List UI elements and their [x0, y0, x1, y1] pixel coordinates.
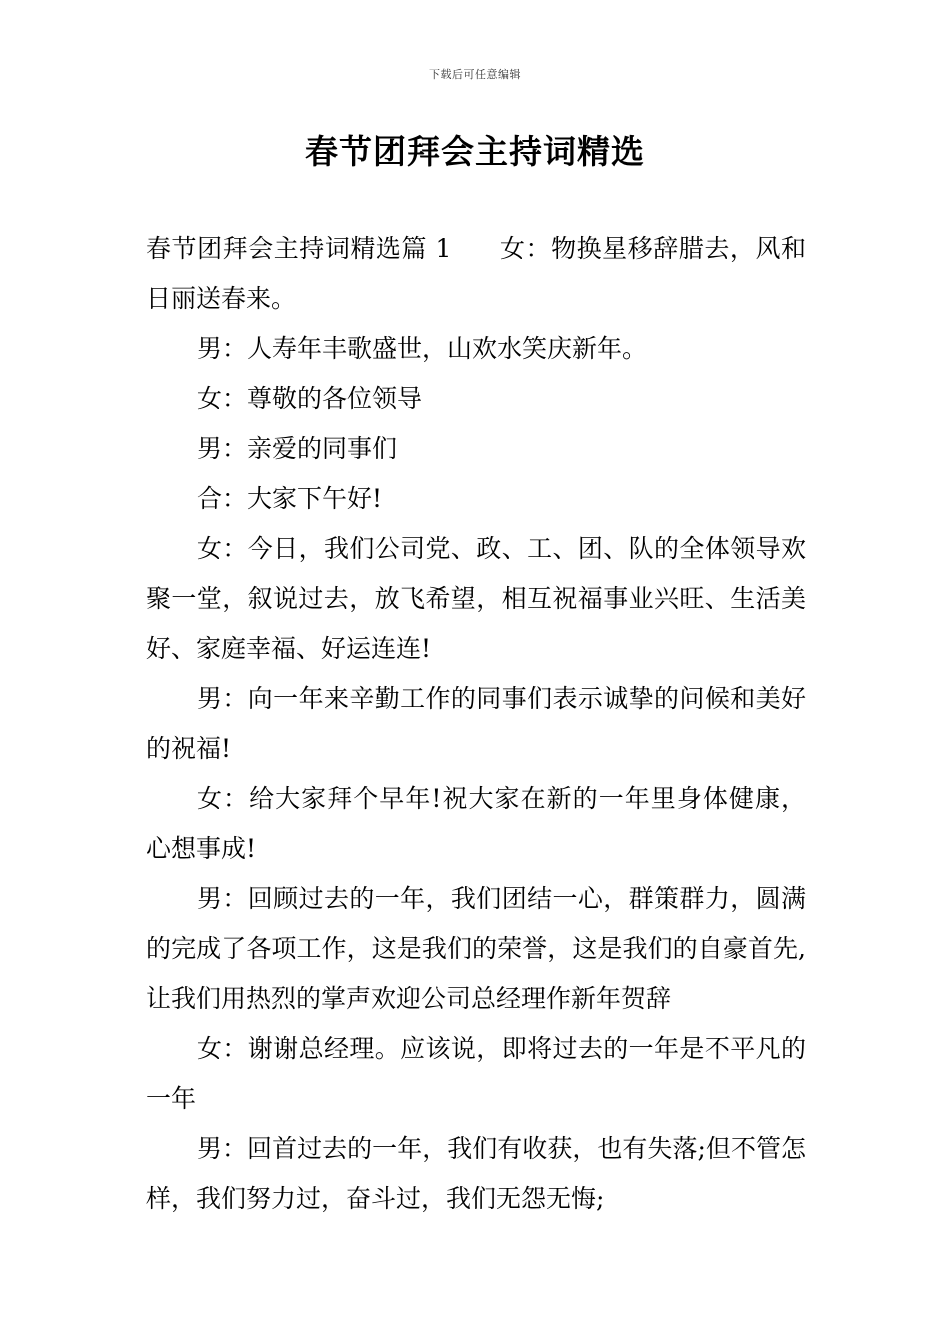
paragraph-intro: [146, 224, 806, 324]
paragraph: 女：谢谢总经理。应该说，即将过去的一年是不平凡的一年: [146, 1034, 806, 1113]
paragraph: 男：回顾过去的一年，我们团结一心，群策群力，圆满的完成了各项工作，这是我们的荣誉，这是我们的自豪首先,让我们用热烈的掌声欢迎公司总经理作新年贺辞: [146, 884, 806, 1013]
paragraph: 男：回首过去的一年，我们有收获，也有失落;但不管怎样，我们努力过，奋斗过，我们无怨无悔;: [146, 1134, 806, 1213]
paragraph: 男：亲爱的同事们: [197, 434, 398, 463]
document-body: [146, 224, 806, 1224]
paragraph: 女：给大家拜个早年!祝大家在新的一年里身体健康，心想事成!: [146, 784, 806, 863]
document-title: 春节团拜会主持词精选: [305, 132, 645, 171]
paragraph: 男：人寿年丰歌盛世，山欢水笑庆新年。: [197, 334, 648, 363]
paragraph-text: 女：物换星移辞腊去，风和日丽送春来。: [146, 234, 806, 313]
paragraph: 合：大家下午好!: [197, 484, 383, 513]
paragraph: 女：尊敬的各位领导: [197, 384, 423, 413]
header-note: 下载后可任意编辑: [429, 68, 521, 81]
paragraph: 女：今日，我们公司党、政、工、团、队的全体领导欢聚一堂，叙说过去，放飞希望，相互祝福事业兴旺、生活美好、家庭幸福、好运连连!: [146, 534, 806, 663]
paragraph: 男：向一年来辛勤工作的同事们表示诚挚的问候和美好的祝福!: [146, 684, 806, 763]
section-heading: 春节团拜会主持词精选篇 1: [146, 234, 452, 263]
